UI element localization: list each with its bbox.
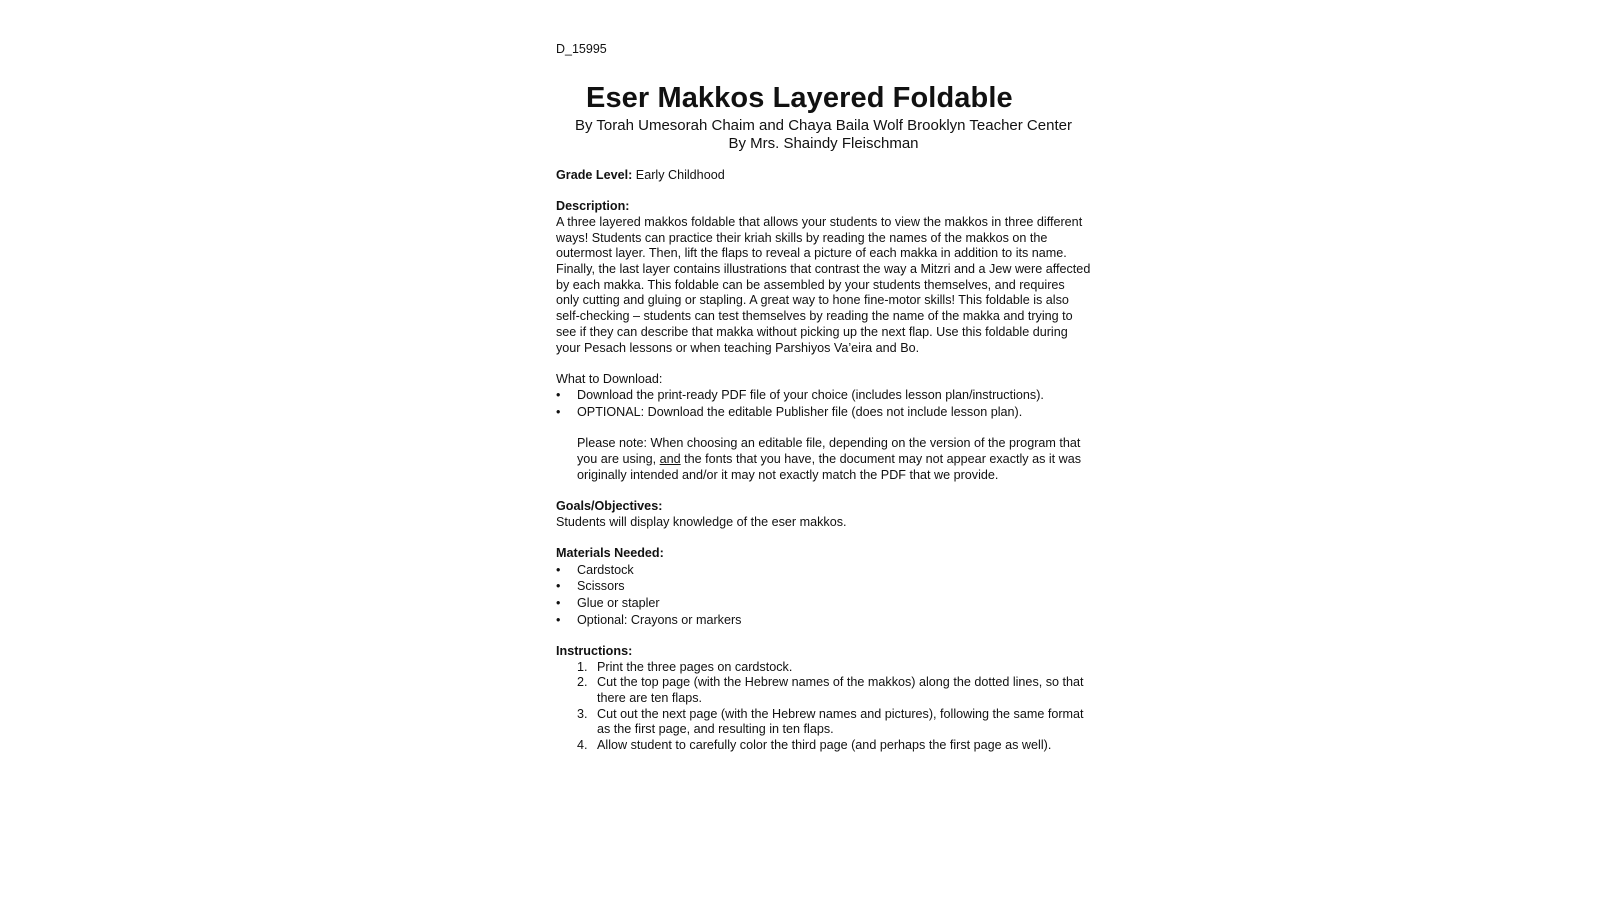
description-text: A three layered makkos foldable that allows your students to view the makkos in three different ways! Students can practice their kriah skills by reading the names of the makkos on the outermost layer. Then, lift the flaps to reveal a picture of each makka in addition to its name. Finally, the last layer contains illustrations that contrast the way a Mitzri and a Jew were affected by each makka. This foldable can be assembled by your students themselves, and requires only cutting and gluing or stapling. A great way to hone fine-motor skills! This foldable is also self-checking – students can test themselves by reading the name of the makka and trying to see if they can describe that makka without picking up the next flap. Use this foldable during your Pesach lessons or when teaching Parshiyos Va’eira and Bo. — [556, 214, 1091, 355]
instructions-heading: Instructions: — [556, 643, 633, 658]
download-list — [556, 388, 1091, 420]
subtitle — [556, 117, 1091, 153]
material-item: • Optional: Crayons or markers — [556, 613, 1091, 629]
grade-level — [556, 168, 1091, 184]
document-page — [556, 0, 1096, 900]
page-title: Eser Makkos Layered Foldable — [586, 82, 1013, 114]
download-note — [556, 436, 1091, 483]
step-text: Print the three pages on cardstock. — [597, 659, 793, 674]
document-body — [556, 168, 1091, 754]
download-item-pdf: • Download the print-ready PDF file of your choice (includes lesson plan/instructions). — [556, 388, 1091, 404]
document-id: D_15995 — [556, 42, 607, 56]
material-item: • Glue or stapler — [556, 596, 1091, 612]
instruction-step — [556, 660, 1091, 676]
grade-level-value: Early Childhood — [632, 168, 725, 182]
goals-heading: Goals/Objectives: — [556, 498, 663, 513]
step-text: Allow student to carefully color the third page (and perhaps the first page as well). — [597, 738, 1052, 753]
note-text-underlined: and — [659, 452, 681, 467]
materials-heading: Materials Needed: — [556, 545, 664, 560]
step-number: 1. — [577, 659, 588, 674]
materials-list — [556, 563, 1091, 629]
description-heading: Description: — [556, 199, 630, 214]
subtitle-line-1: By Torah Umesorah Chaim and Chaya Baila Wolf Brooklyn Teacher Center — [575, 117, 1072, 134]
step-text: Cut the top page (with the Hebrew names of the makkos) along the dotted lines, so that there are ten flaps. — [597, 675, 1084, 705]
step-text: Cut out the next page (with the Hebrew names and pictures), following the same format as the first page, and resulting in ten flaps. — [597, 706, 1084, 737]
goals-text: Students will display knowledge of the eser makkos. — [556, 514, 847, 529]
material-item: • Cardstock — [556, 563, 1091, 579]
instruction-step — [556, 707, 1091, 738]
step-number: 3. — [577, 706, 588, 721]
material-item: • Scissors — [556, 579, 1091, 595]
grade-level-label: Grade Level: — [556, 168, 633, 182]
instructions-list — [556, 660, 1091, 754]
note-text-after: the fonts that you have, the document may not appear exactly as it was originally intended and/or it may not exactly match the PDF that we provide. — [577, 452, 1082, 482]
download-item-publisher: • OPTIONAL: Download the editable Publisher file (does not include lesson plan). — [556, 405, 1091, 421]
instruction-step — [556, 738, 1091, 754]
download-heading: What to Download: — [556, 371, 663, 386]
step-number: 2. — [577, 675, 588, 690]
note-text-before: Please note: When choosing an editable file, depending on the version of the program that you are using, — [577, 436, 1081, 467]
instruction-step — [556, 675, 1091, 706]
subtitle-line-2: By Mrs. Shaindy Fleischman — [728, 135, 919, 152]
step-number: 4. — [577, 738, 588, 753]
